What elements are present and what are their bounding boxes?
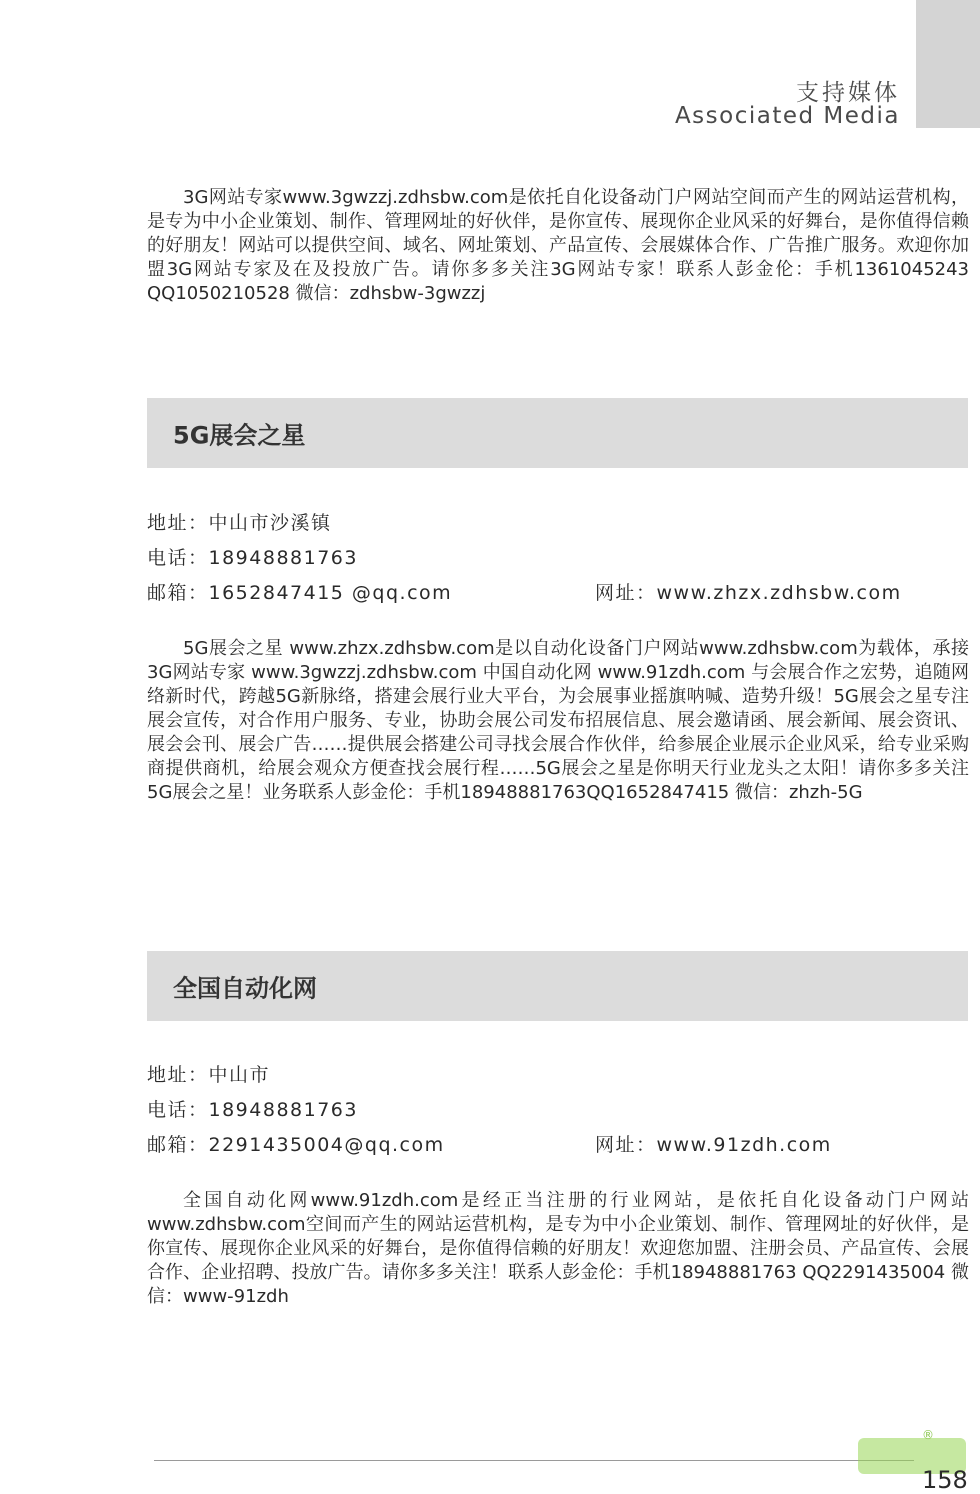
description-line: 盟、注册会员、产品宣传、会展合作、企业招聘、投放广告。请你多多关注！联系人彭金 [147,1238,969,1283]
intro-line: 会展媒体合作、广告推广服务。欢迎你加盟3G网站专家及在及投放广告。请你多多关注 [147,235,970,280]
description-line: 刊、展会广告……提供展会搭建公司寻找会展合作伙伴，给参展企业展示企业风采，给专 [201,734,915,755]
section-header-bar [147,398,968,468]
description-line: 伦：手机18948881763 QQ2291435004 微信：www-91zdh [147,1262,969,1307]
description-line: 网站www.zdhsbw.com空间而产生的网站运营机构，是专为中小企业策划、制作、管理 [147,1190,969,1235]
email-line: 邮箱：2291435004@qq.com [147,1134,445,1156]
website-line: 网址：www.91zdh.com [595,1134,832,1156]
phone-line: 电话：18948881763 [147,547,358,569]
intro-line: 采的好舞台，是你值得信赖的好朋友！网站可以提供空间、域名、网址策划、产品宣传、 [147,211,969,256]
page-header-title-en: Associated Media [674,103,900,129]
intro-line: 3G网站专家www.3gwzzj.zdhsbw.com是依托自化设备动门户网站空间而产生的网 [183,187,859,208]
section-description [147,637,969,805]
section-header-bar [147,951,968,1021]
description-line: 行业大平台，为会展事业摇旗呐喊、造势升级！5G展会之星专注展会宣传，对合作用户 [147,686,969,731]
address-line: 地址：中山市 [147,1064,271,1086]
registered-mark-icon: ® [922,1428,934,1442]
description-line: 网 www.91zdh.com 与会展合作之宏势，追随网络新时代，跨越5G新脉络，搭建会展 [147,662,969,707]
section-title: 5G展会之星 [173,421,306,450]
description-line: 太阳！请你多多关注5G展会之星！业务联系人彭金伦：手机18948881763 [147,758,970,803]
footer-rule [154,1460,914,1461]
intro-line: 3G网站专家！联系人彭金伦：手机1361045243 QQ1050210528 微信：zdhsbw-3gwzzj [147,259,969,304]
intro-paragraph [147,186,969,306]
page-header-title-cn: 支持媒体 [796,80,900,106]
intro-line: 站运营机构，是专为中小企业策划、制作、管理网址的好伙伴，是你宣传、展现你企业风 [147,187,970,232]
description-line: 全国自动化网www.91zdh.com是经正当注册的行业网站，是依托自化设备动门户 [183,1190,930,1211]
website-line: 网址：www.zhzx.zdhsbw.com [595,582,902,604]
description-line: 业采购商提供商机，给展会观众方便查找会展行程……5G展会之星是你明天行业龙头之 [147,734,970,779]
description-line: www.zdhsbw.com为载体，承接3G网站专家 www.3gwzzj.zdhsbw.com 中国自动化 [147,638,969,683]
description-line: 服务、专业，协助会展公司发布招展信息、展会邀请函、展会新闻、展会资讯、展会会 [147,710,970,755]
description-line: 5G展会之星 www.zhzx.zdhsbw.com是以自动化设备门户网站 [183,638,700,659]
corner-tab [916,0,980,128]
email-line: 邮箱：1652847415 @qq.com [147,582,453,604]
description-line: QQ1652847415 微信：zhzh-5G [586,782,863,803]
description-line: 网址的好伙伴，是你宣传、展现你企业风采的好舞台，是你值得信赖的好朋友！欢迎您加 [147,1214,970,1259]
address-line: 地址：中山市沙溪镇 [147,512,332,534]
phone-line: 电话：18948881763 [147,1099,358,1121]
section-title: 全国自动化网 [173,974,317,1003]
section-description [147,1189,969,1309]
page-number: 158 [922,1466,968,1494]
